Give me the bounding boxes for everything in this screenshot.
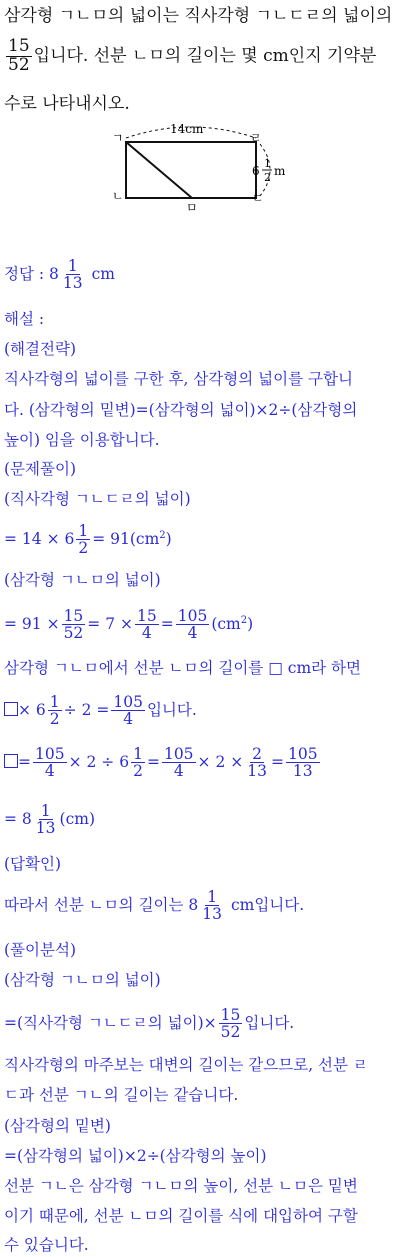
setup-line: 삼각형 ㄱㄴㅁ에서 선분 ㄴㅁ의 길이를 □ cm라 하면 — [4, 659, 362, 677]
strategy-line-3: 높이) 임을 이용합니다. — [4, 431, 160, 449]
tri-area-heading: (삼각형 ㄱㄴㅁ의 넓이) — [4, 571, 161, 589]
analysis-tri-heading: (삼각형 ㄱㄴㅁ의 넓이) — [4, 971, 161, 989]
answer-line: 정답 : 8 $\frac{1}{13}$ cm — [4, 257, 115, 293]
side-length-num: 1 — [264, 157, 271, 170]
analysis-line-1: 직사각형의 마주보는 대변의 길이는 같으므로, 선분 ㄹ — [4, 1056, 368, 1074]
rectangle-figure — [110, 120, 300, 215]
check-heading: (답확인) — [4, 855, 62, 873]
problem-heading: (문제풀이) — [4, 460, 76, 478]
label-corner-tr: ㄹ — [250, 131, 262, 145]
base-heading: (삼각형의 밑변) — [4, 1117, 111, 1135]
strategy-heading: (해결전략) — [4, 340, 76, 358]
final-line-3: 수 있습니다. — [4, 1236, 89, 1254]
label-point-e: ㅁ — [186, 201, 198, 215]
base-equation: =(삼각형의 넓이)×2÷(삼각형의 높이) — [4, 1147, 267, 1165]
rectangle-outline — [126, 142, 256, 198]
solution-title: 해설 : — [4, 310, 45, 328]
rect-area-heading: (직사각형 ㄱㄴㄷㄹ의 넓이) — [4, 490, 191, 508]
equation-3: × 6 $\frac{1}{2}$ ÷ 2 = $\frac{105}{4}$ 입니다. — [4, 694, 197, 728]
equation-5: = 8 $\frac{1}{13}$ (cm) — [4, 802, 95, 838]
problem-line-1: 삼각형 ㄱㄴㅁ의 넓이는 직사각형 ㄱㄴㄷㄹ의 넓이의 — [4, 6, 393, 26]
analysis-line-2: ㄷ과 선분 ㄱㄴ의 길이는 같습니다. — [4, 1086, 239, 1104]
ratio-fraction: $\frac{15}{52}$ — [8, 36, 30, 75]
analysis-equation: =(직사각형 ㄱㄴㄷㄹ의 넓이)× $\frac{15}{52}$ 입니다. — [4, 1006, 295, 1042]
unknown-box — [4, 754, 18, 768]
equation-1: = 14 × 6 $\frac{1}{2}$ = $91(cm^2)$ — [4, 522, 172, 558]
top-length-label: 14cm — [170, 122, 204, 136]
final-line-2: 이기 때문에, 선분 ㄴㅁ의 길이를 식에 대입하여 구할 — [4, 1207, 358, 1225]
label-corner-br: ㄷ — [252, 191, 264, 205]
label-corner-bl: ㄴ — [112, 189, 124, 203]
side-length-unit: m — [274, 164, 286, 178]
final-line-1: 선분 ㄱㄴ은 삼각형 ㄱㄴㅁ의 높이, 선분 ㄴㅁ은 밑변 — [4, 1177, 358, 1195]
check-line: 따라서 선분 ㄴㅁ의 길이는 8 $\frac{1}{13}$ cm입니다. — [4, 888, 305, 924]
strategy-line-1: 직사각형의 넓이를 구한 후, 삼각형의 넓이를 구합니 — [4, 370, 353, 388]
label-corner-tl: ㄱ — [112, 131, 124, 145]
triangle-diagonal — [126, 142, 192, 198]
side-length-den: 2 — [264, 171, 271, 184]
equation-2: = 91 × $\frac{15}{52}$ = 7 × $\frac{15}{4}$ = $\frac{105}{4}$ $(cm^2)$ — [4, 607, 254, 643]
unknown-box — [4, 702, 18, 716]
problem-line-3: 수로 나타내시오. — [4, 94, 130, 114]
strategy-line-2: 다. (삼각형의 밑변)=(삼각형의 넓이)×2÷(삼각형의 — [4, 401, 358, 419]
analysis-heading: (풀이분석) — [4, 941, 76, 959]
side-length-whole: 6 — [252, 164, 260, 178]
problem-line-2: $\frac{15}{52}$ 입니다. 선분 ㄴㅁ의 길이는 몇 cm인지 기약분 — [8, 36, 377, 75]
equation-4: = $\frac{105}{4}$ × 2 ÷ 6 $\frac{1}{2}$ = $\frac{105}{4}$ × 2 × $\frac{2}{13}$ = $\frac{105}{13}$ — [4, 746, 322, 780]
